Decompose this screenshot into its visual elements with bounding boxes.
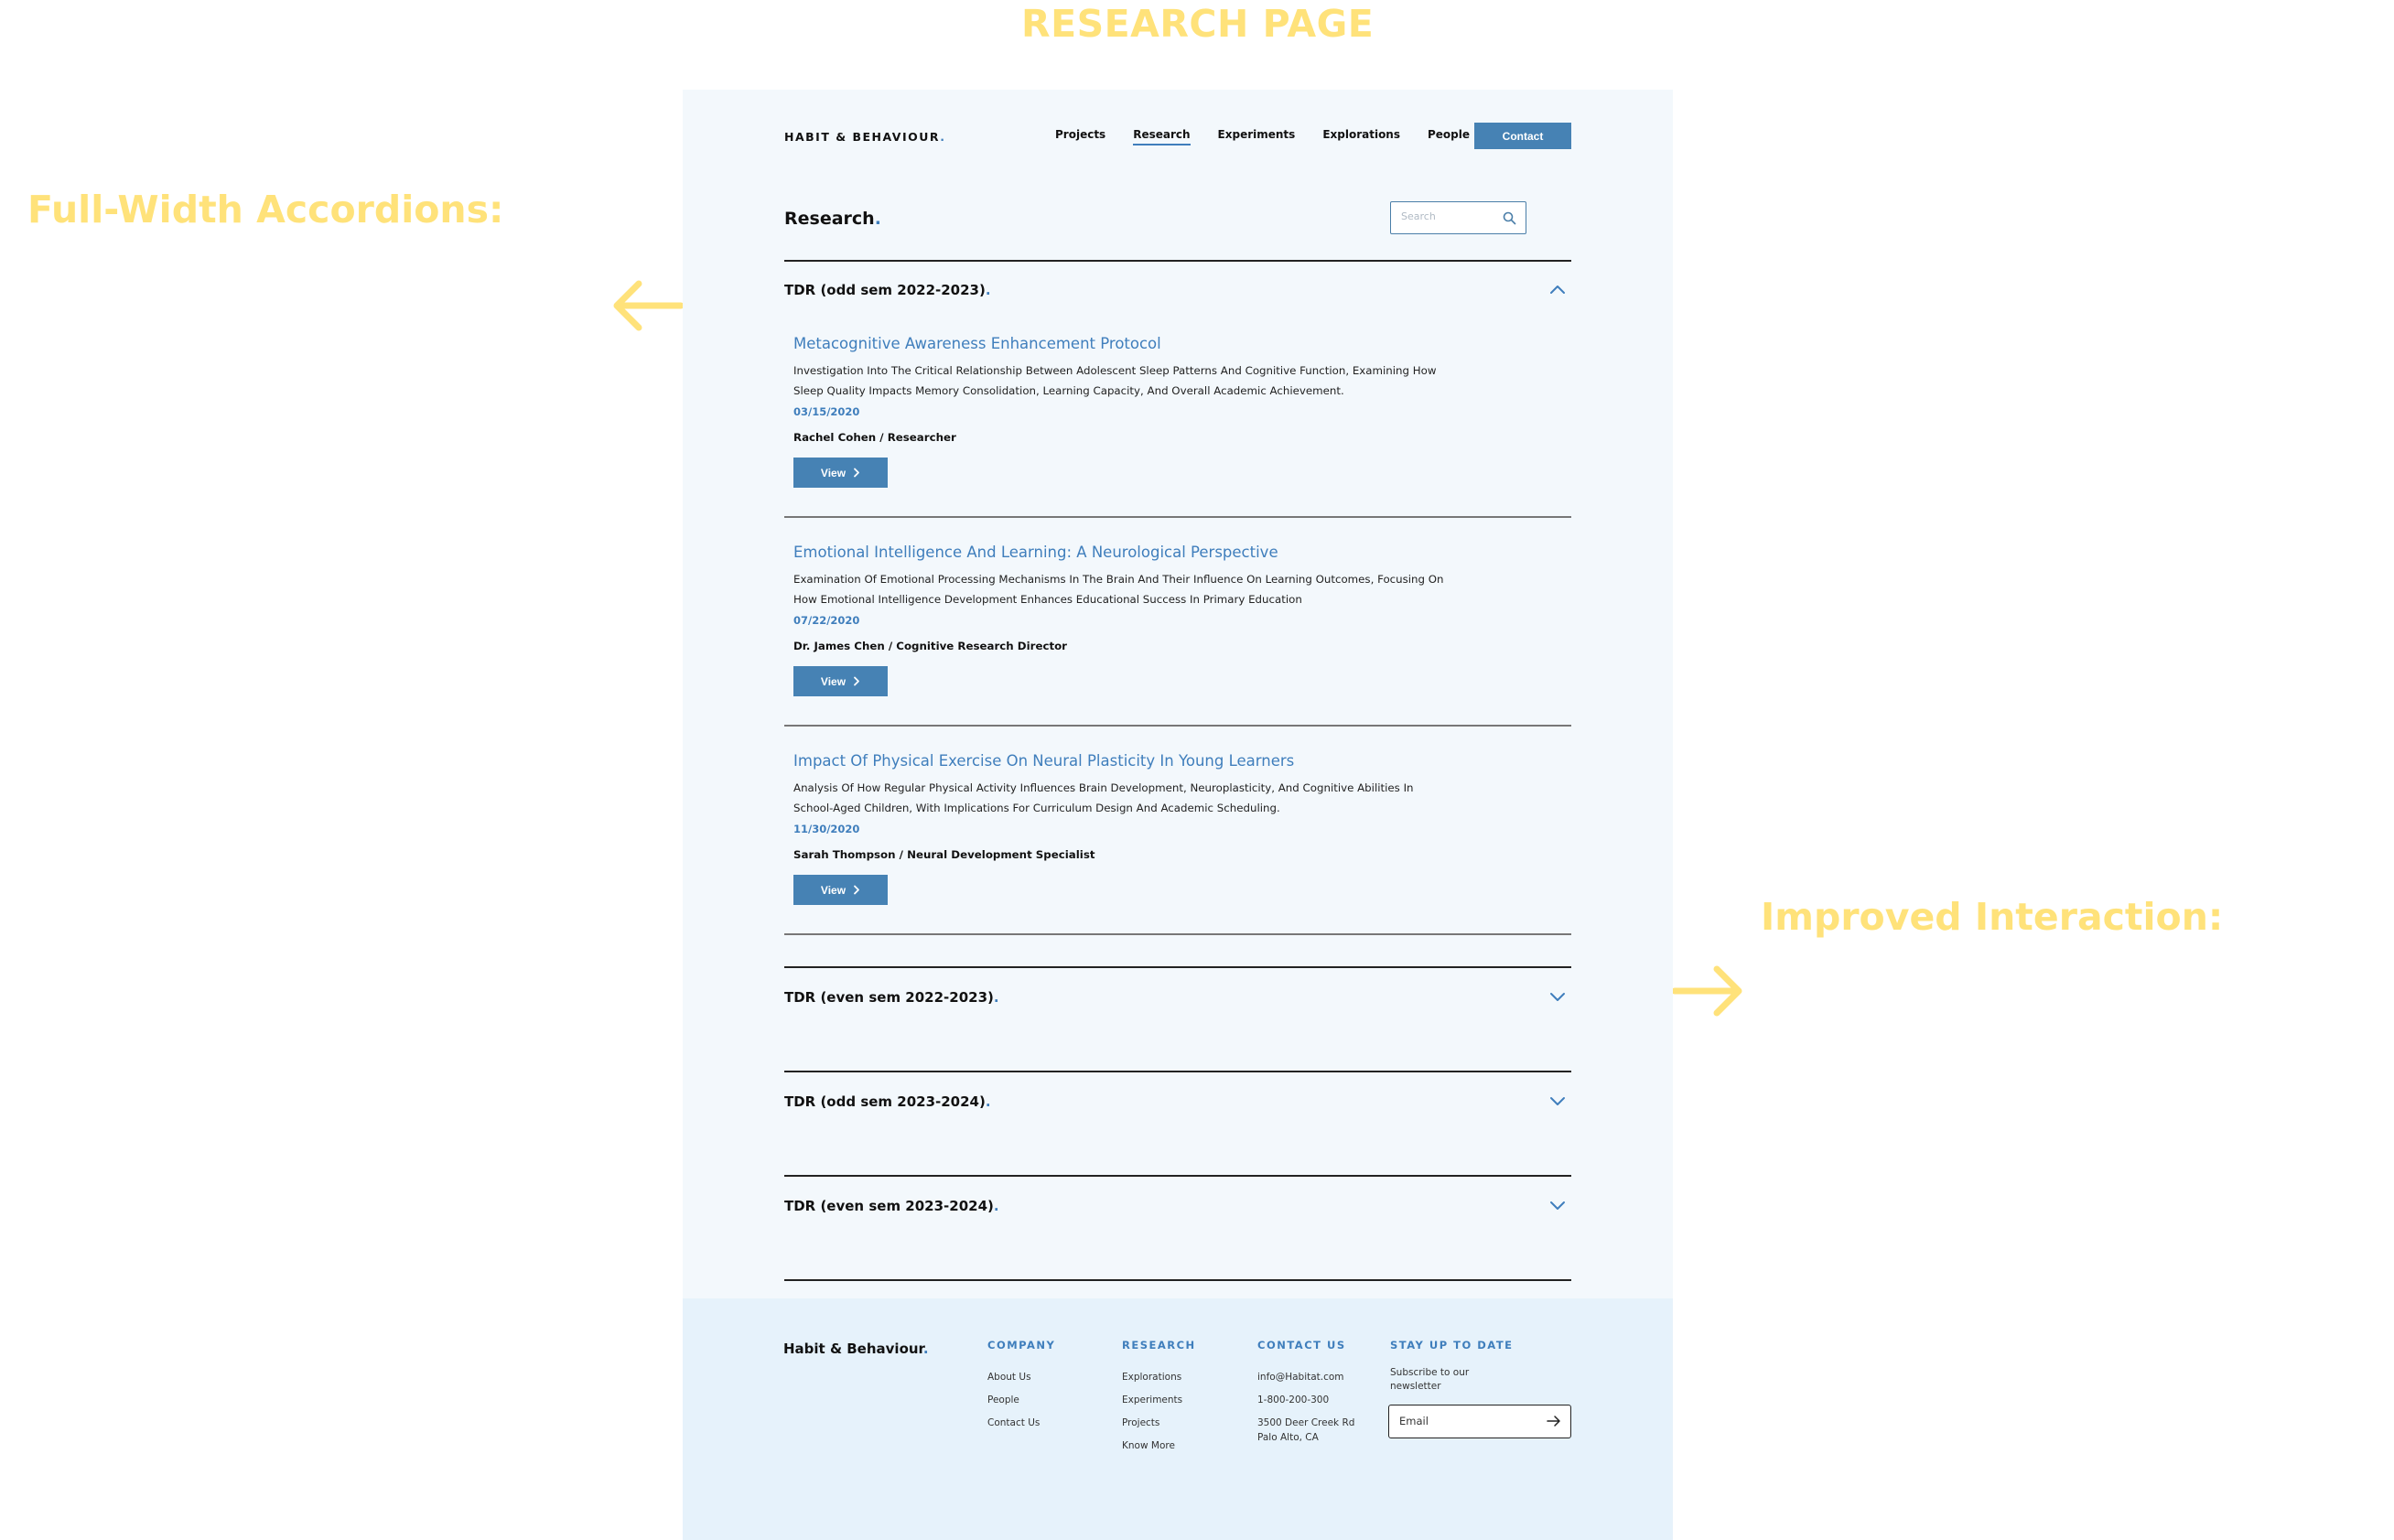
accordion-title: TDR (even sem 2023-2024). bbox=[784, 1198, 999, 1214]
footer-link-explorations[interactable]: Explorations bbox=[1122, 1372, 1182, 1383]
view-button[interactable]: View bbox=[793, 666, 888, 696]
newsletter-email-field[interactable] bbox=[1388, 1405, 1571, 1438]
research-item bbox=[793, 544, 1571, 699]
top-nav bbox=[784, 123, 1571, 150]
footer-link-contact-us[interactable]: Contact Us bbox=[987, 1417, 1041, 1428]
research-item-author: Dr. James Chen / Cognitive Research Director bbox=[793, 640, 1068, 652]
search-input[interactable] bbox=[1390, 201, 1526, 234]
arrow-right-icon bbox=[1671, 964, 1746, 1018]
nav-link-explorations[interactable]: Explorations bbox=[1322, 128, 1400, 141]
contact-button[interactable]: Contact bbox=[1474, 123, 1571, 149]
page-title: Research. bbox=[784, 209, 881, 229]
nav-link-projects[interactable]: Projects bbox=[1055, 128, 1106, 141]
footer-company bbox=[987, 1339, 1055, 1438]
footer-address: 3500 Deer Creek Rd Palo Alto, CA bbox=[1257, 1417, 1355, 1443]
view-button[interactable]: View bbox=[793, 875, 888, 905]
accordion-section-4[interactable] bbox=[784, 1175, 1571, 1279]
footer-newsletter bbox=[1390, 1339, 1514, 1394]
research-page-mockup bbox=[683, 90, 1673, 1540]
accordion-title: TDR (odd sem 2022-2023). bbox=[784, 282, 991, 298]
nav-link-experiments[interactable]: Experiments bbox=[1217, 128, 1296, 141]
accordion-section-3[interactable] bbox=[784, 1071, 1571, 1175]
arrow-left-icon bbox=[609, 278, 685, 333]
footer-link-projects[interactable]: Projects bbox=[1122, 1417, 1160, 1428]
chevron-right-icon bbox=[853, 885, 860, 895]
research-item-date: 11/30/2020 bbox=[793, 823, 860, 835]
item-divider bbox=[784, 933, 1571, 935]
arrow-right-icon[interactable] bbox=[1547, 1415, 1561, 1427]
footer-link-know-more[interactable]: Know More bbox=[1122, 1440, 1175, 1451]
research-item bbox=[793, 335, 1571, 490]
view-button[interactable]: View bbox=[793, 458, 888, 488]
accordion-title: TDR (even sem 2022-2023). bbox=[784, 989, 999, 1006]
accordion-bottom-border bbox=[784, 1279, 1571, 1281]
footer-logo[interactable]: Habit & Behaviour. bbox=[783, 1341, 929, 1357]
research-item-description: Analysis Of How Regular Physical Activity Influences Brain Development, Neuroplasticity, And Cognitive Abilities In School-Aged Children, With Implications For Curriculum Design And Academic Scheduling. bbox=[793, 781, 1414, 814]
nav-link-people[interactable]: People bbox=[1428, 128, 1471, 141]
research-item bbox=[793, 752, 1571, 908]
chevron-right-icon bbox=[853, 676, 860, 686]
brand-logo[interactable]: HABIT & BEHAVIOUR. bbox=[784, 130, 946, 144]
search-placeholder: Search bbox=[1401, 210, 1436, 222]
footer-heading: STAY UP TO DATE bbox=[1390, 1339, 1514, 1352]
annotation-title: RESEARCH PAGE bbox=[1021, 2, 1375, 46]
research-item-title[interactable]: Metacognitive Awareness Enhancement Protocol bbox=[793, 335, 1161, 352]
chevron-right-icon bbox=[853, 468, 860, 478]
newsletter-subtext: Subscribe to our newsletter bbox=[1390, 1367, 1470, 1392]
footer-heading: COMPANY bbox=[987, 1339, 1056, 1352]
chevron-down-icon[interactable] bbox=[1549, 1201, 1566, 1212]
research-item-date: 07/22/2020 bbox=[793, 614, 860, 627]
annotation-left-label: Full-Width Accordions: bbox=[27, 188, 504, 232]
research-item-title[interactable]: Impact Of Physical Exercise On Neural Plasticity In Young Learners bbox=[793, 752, 1295, 770]
research-item-description: Investigation Into The Critical Relationship Between Adolescent Sleep Patterns And Cognitive Function, Examining How Sleep Quality Impacts Memory Consolidation, Learning Capacity, And Overall Academic Achievement. bbox=[793, 364, 1437, 397]
annotation-right-label: Improved Interaction: bbox=[1761, 895, 2224, 939]
nav-links bbox=[1055, 128, 1497, 145]
footer-link-about-us[interactable]: About Us bbox=[987, 1372, 1031, 1383]
footer-research bbox=[1122, 1339, 1196, 1461]
chevron-down-icon[interactable] bbox=[1549, 992, 1566, 1003]
research-item-date: 03/15/2020 bbox=[793, 405, 860, 418]
footer-email[interactable]: info@Habitat.com bbox=[1257, 1372, 1344, 1383]
footer-heading: RESEARCH bbox=[1122, 1339, 1196, 1352]
footer-heading: CONTACT US bbox=[1257, 1339, 1346, 1352]
footer-phone[interactable]: 1-800-200-300 bbox=[1257, 1395, 1330, 1405]
research-item-title[interactable]: Emotional Intelligence And Learning: A Neurological Perspective bbox=[793, 544, 1278, 561]
research-item-author: Rachel Cohen / Researcher bbox=[793, 431, 956, 444]
research-item-description: Examination Of Emotional Processing Mechanisms In The Brain And Their Influence On Learning Outcomes, Focusing On How Emotional Intelligence Development Enhances Educational Success In Primary Education bbox=[793, 573, 1444, 606]
footer-link-people[interactable]: People bbox=[987, 1395, 1019, 1405]
item-divider bbox=[784, 516, 1571, 518]
footer-link-experiments[interactable]: Experiments bbox=[1122, 1395, 1183, 1405]
nav-link-research[interactable]: Research bbox=[1133, 128, 1190, 145]
footer-contact bbox=[1257, 1339, 1354, 1453]
research-item-author: Sarah Thompson / Neural Development Specialist bbox=[793, 848, 1095, 861]
chevron-down-icon[interactable] bbox=[1549, 1096, 1566, 1107]
email-placeholder: Email bbox=[1399, 1415, 1429, 1427]
accordion-section-1[interactable] bbox=[784, 260, 1571, 318]
footer bbox=[683, 1298, 1673, 1540]
accordion-title: TDR (odd sem 2023-2024). bbox=[784, 1093, 991, 1110]
item-divider bbox=[784, 725, 1571, 727]
search-icon[interactable] bbox=[1503, 211, 1516, 225]
accordion-section-2[interactable] bbox=[784, 966, 1571, 1071]
chevron-up-icon[interactable] bbox=[1549, 284, 1566, 295]
